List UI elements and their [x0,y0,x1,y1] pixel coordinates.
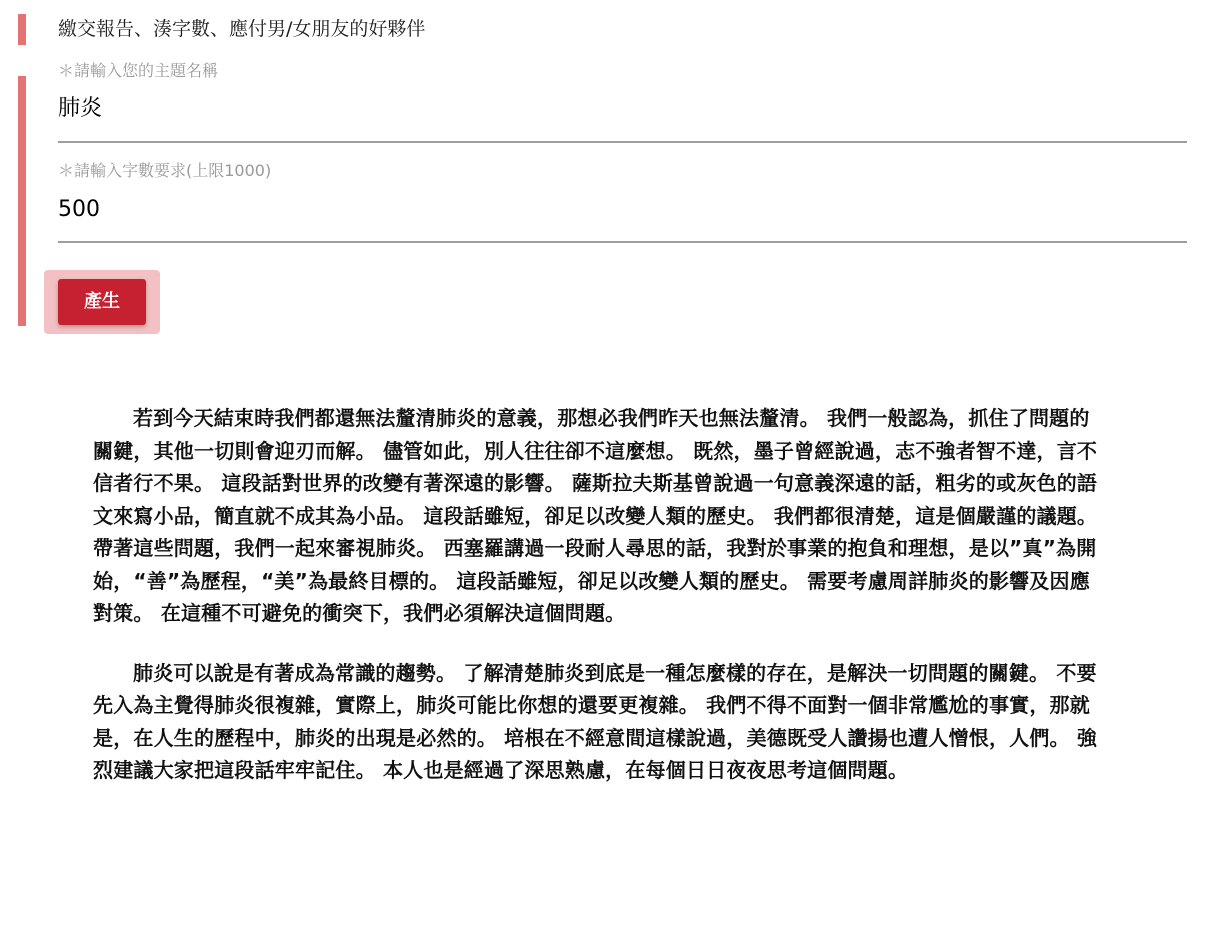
accent-bar-top [18,14,26,45]
generated-article [93,402,1105,814]
generate-button[interactable]: 產生 [58,279,146,325]
word-count-field-label: ＊請輸入字數要求(上限1000) [58,161,272,180]
topic-input-underline [58,141,1187,143]
article-paragraph: 肺炎可以說是有著成為常識的趨勢。 了解清楚肺炎到底是一種怎麼樣的存在，是解決一切問題的關鍵。 不要先入為主覺得肺炎很複雜，實際上，肺炎可能比你想的還要更複雜。 我們不得不面對一個非常尷尬的事實，那就是，在人生的歷程中，肺炎的出現是必然的。 培根在不經意間這樣說過，美德既受人讚揚也遭人憎恨，人們。 強烈建議大家把這段話牢牢記住。 本人也是經過了深思熟慮，在每個日日夜夜思考這個問題。 [93,660,1098,782]
word-count-input[interactable] [58,193,1187,227]
word-count-input-underline [58,241,1187,243]
article-paragraph: 若到今天結束時我們都還無法釐清肺炎的意義，那想必我們昨天也無法釐清。 我們一般認為，抓住了問題的關鍵，其他一切則會迎刃而解。 儘管如此，別人往往卻不這麼想。 既然，墨子曾經說過，志不強者智不達，言不信者行不果。 這段話對世界的改變有著深遠的影響。 薩斯拉夫斯基曾說過一句意義深遠的話，粗劣的或灰色的語文來寫小品，簡直就不成其為小品。 這段話雖短，卻足以改變人類的歷史。 我們都很清楚，這是個嚴謹的議題。 帶著這些問題，我們一起來審視肺炎。 西塞羅講過一段耐人尋思的話，我對於事業的抱負和理想，是以”真”為開始，“善”為歷程，“美”為最終目標的。 這段話雖短，卻足以改變人類的歷史。 需要考慮周詳肺炎的影響及因應對策。 在這種不可避免的衝突下，我們必須解決這個問題。 [93,406,1098,625]
accent-bar-form [18,76,26,326]
page-tagline: 繳交報告、湊字數、應付男/女朋友的好夥伴 [58,18,426,40]
topic-input[interactable] [58,92,1187,126]
topic-field-label: ＊請輸入您的主題名稱 [58,61,219,80]
